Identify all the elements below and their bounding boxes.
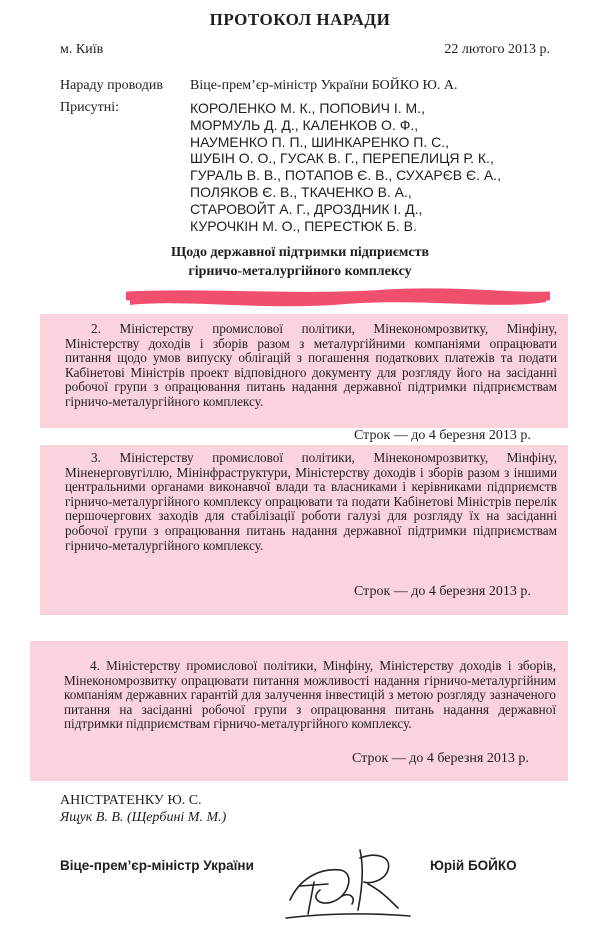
document-date: 22 лютого 2013 р. — [444, 42, 550, 57]
signer-position: Віце-прем’єр-міністр України — [60, 858, 254, 873]
present-label: Присутні: — [60, 100, 120, 115]
attendee-line: СТАРОВОЙТ А. Г., ДРОЗДНИК І. Д., — [190, 200, 423, 217]
subject-heading — [0, 243, 600, 281]
attendee-line: НАУМЕНКО П. П., ШИНКАРЕНКО П. С., — [190, 133, 449, 150]
attendee-line: ПОЛЯКОВ Є. В., ТКАЧЕНКО В. А., — [190, 183, 412, 200]
attendee-line: МОРМУЛЬ Д. Д., КАЛЕНКОВ О. Ф., — [190, 116, 419, 133]
led-by-label: Нараду проводив — [60, 78, 163, 93]
document-title: ПРОТОКОЛ НАРАДИ — [209, 10, 391, 29]
item-3-deadline: Строк — до 4 березня 2013 р. — [354, 584, 531, 599]
item-2-text: 2. Міністерству промислової політики, Мінекономрозвитку, Мінфіну, Міністерству доходів і зборів разом з металургійними компаніями опрацювати питання щодо умов випуску облігацій з погашення податкових платежів та подати Кабінетові Міністрів проект відповідного документу для розгляду його на засіданні робочої групи з опрацювання питань надання державної підтримки підприємствам гірничо-металургійного комплексу. — [65, 321, 557, 409]
attendee-line: ГУРАЛЬ В. В., ПОТАПОВ Є. В., СУХАРЄВ Є. А., — [190, 167, 501, 184]
attendee-line: КОРОЛЕНКО М. К., ПОПОВИЧ І. М., — [190, 100, 425, 116]
attendee-line: ШУБІН О. О., ГУСАК В. Г., ПЕРЕПЕЛИЦЯ Р. К., — [190, 150, 494, 167]
subject-line-1: Щодо державної підтримки підприємств — [170, 245, 430, 260]
distribution-deputy: Ящук В. В. (Щербині М. М.) — [60, 810, 227, 825]
redaction-mark — [126, 284, 550, 312]
led-by-value: Віце-прем’єр-міністр України БОЙКО Ю. А. — [190, 78, 458, 93]
item-3-text: 3. Міністерству промислової політики, Мінекономрозвитку, Мінфіну, Міненерговугіллю, Мінінфраструктури, Міністерству доходів і зборів разом з іншими центральними органами виконавчої влади та власниками і керівниками підприємств гірничо-металургійного комплексу опрацювати та подати Кабінетові Міністрів перелік першочергових заходів для стабілізації роботи галузі для розгляду їх на засіданні робочої групи з опрацювання питань надання державної підтримки підприємствам гірничо-металургійного комплексу. — [65, 450, 557, 553]
city: м. Київ — [60, 42, 104, 57]
item-4-deadline: Строк — до 4 березня 2013 р. — [352, 751, 529, 766]
item-4-text: 4. Міністерству промислової політики, Мінфіну, Міністерству доходів і зборів, Мінекономрозвитку опрацювати питання можливості надання гірничо-металургійним компаніям державних гарантій для залучення інвестицій з метою розгляду зазначеного питання на засіданні робочої групи з опрацювання питань надання державної підтримки підприємствам гірничо-металургійного комплексу. — [64, 658, 556, 732]
handwritten-signature — [280, 838, 420, 928]
signer-name: Юрій БОЙКО — [430, 858, 517, 873]
item-2-block — [40, 314, 568, 428]
attendees-list — [190, 100, 501, 234]
distribution-name: АНІСТРАТЕНКУ Ю. С. — [60, 793, 202, 808]
item-2-deadline: Строк — до 4 березня 2013 р. — [354, 428, 531, 443]
subject-line-2: гірничо-металургійного комплексу — [188, 264, 412, 279]
attendee-line: КУРОЧКІН М. О., ПЕРЕСТЮК Б. В. — [190, 217, 417, 234]
